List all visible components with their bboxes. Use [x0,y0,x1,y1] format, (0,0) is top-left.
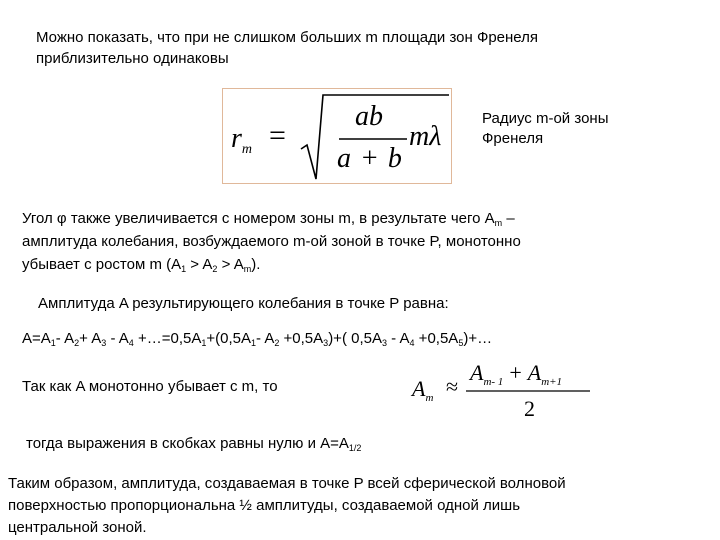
conclusion-line-3: центральной зоной. [8,519,147,536]
conclusion-line-2: поверхностью пропорциональна ½ амплитуды, создаваемой одной лишь [8,497,521,514]
then-line: тогда выражения в скобках равны нулю и $A=A_{1/2}$ [26,435,362,453]
am-approx-formula [400,356,600,426]
r-variable: r [231,123,242,154]
denominator-a-plus-b: a + b [337,143,403,174]
conclusion-line-1: Таким образом, амплитуда, создаваемая в точке P всей сферической волновой [8,475,566,492]
para2-line-2: амплитуда колебания, возбуждаемого m-ой зоной в точке P, монотонно [22,233,521,250]
approx-sign: ≈ [446,374,459,399]
factor-m-lambda: mλ [409,121,442,152]
formula-r [231,123,252,155]
am-denominator: 2 [524,396,535,421]
amplitude-series: $A=A_1-$ $A_2+ A_3 - A_4$ $+\dots=0,5A_1+(0,5A_1-$ $A_2 +0,5A_3)+$( $0,5A_3 - A_4$ $+0,5A_5)+\dots$ [22,330,493,348]
para2-line-1: Угол φ также увеличивается с номером зоны m, в результате чего $A_m$ – [22,210,515,228]
r-subscript: m [241,142,253,157]
amplitude-title: Амплитуда A результирующего колебания в точке P равна: [38,295,449,312]
caption-line-2: Френеля [482,130,544,147]
intro-line-2: приблизительно одинаковы [36,50,229,67]
para2-line-3: убывает с ростом m $(A_1 > A_2 > A_m)$. [22,256,261,274]
numerator-ab: ab [355,101,383,132]
since-line: Так как A монотонно убывает с m, то [22,378,278,395]
equals-sign: = [269,119,286,152]
am-lhs: $A_m$ [412,376,434,404]
caption-line-1: Радиус m-ой зоны [482,110,609,127]
am-numerator: $A_{m- 1} + A_{m+1}$ [470,360,563,388]
fresnel-radius-formula [222,88,452,184]
intro-line-1: Можно показать, что при не слишком больших m площади зон Френеля [36,29,539,46]
